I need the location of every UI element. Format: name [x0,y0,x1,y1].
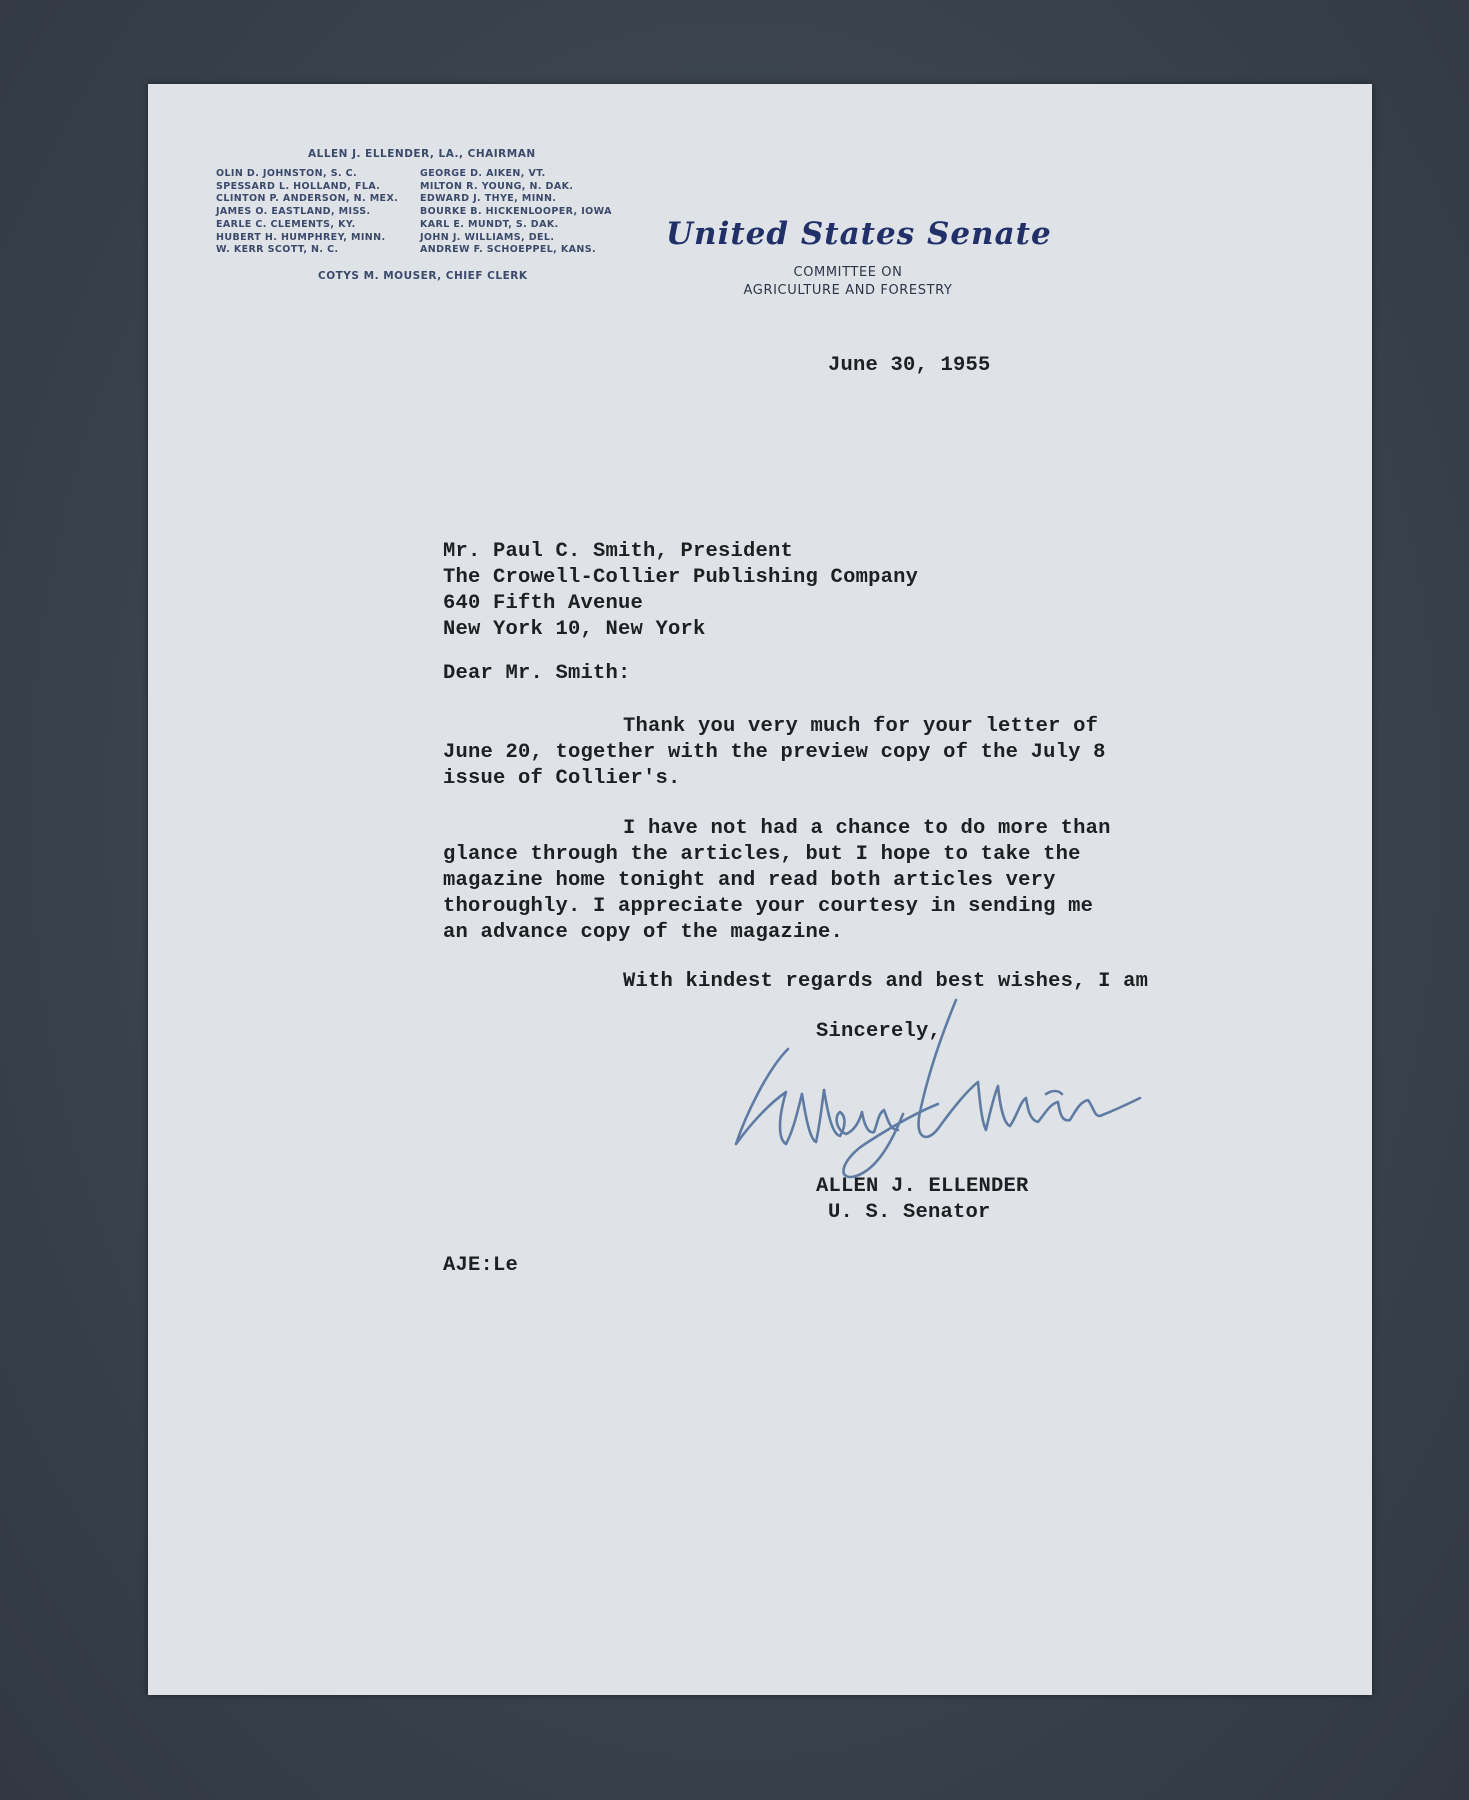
signature-block [816,1174,1029,1226]
member-name: GEORGE D. AIKEN, VT. [420,168,546,179]
letterhead-chairman: ALLEN J. ELLENDER, LA., CHAIRMAN [308,148,536,160]
member-name: SPESSARD L. HOLLAND, FLA. [216,180,381,192]
paragraph-line: an advance copy of the magazine. [443,921,844,944]
member-name: JOHN J. WILLIAMS, DEL. [420,231,555,243]
salutation: Dear Mr. Smith: [443,662,631,685]
member-name: OLIN D. JOHNSTON, S. C. [216,168,358,179]
paragraph-line: issue of Collier's. [443,767,681,790]
letterhead-chief-clerk: COTYS M. MOUSER, CHIEF CLERK [318,270,528,282]
committee-line: AGRICULTURE AND FORESTRY [743,283,953,298]
paragraph-line: magazine home tonight and read both articles very [443,869,1056,892]
member-name: BOURKE B. HICKENLOOPER, IOWA [420,206,612,218]
member-name: EARLE C. CLEMENTS, KY. [216,218,356,230]
handwritten-signature [728,994,1168,1184]
recipient-address [443,539,918,643]
address-line: Mr. Paul C. Smith, President [443,540,794,563]
paragraph-line: glance through the articles, but I hope to take the [443,843,1081,866]
paragraph-1 [443,714,1106,792]
committee-line: COMMITTEE ON [793,265,903,280]
member-name: MILTON R. YOUNG, N. DAK. [420,180,574,192]
member-name: KARL E. MUNDT, S. DAK. [420,218,559,230]
member-name: CLINTON P. ANDERSON, N. MEX. [216,193,399,205]
paragraph-line: I have not had a chance to do more than [623,817,1111,840]
complimentary-close: Sincerely, [816,1020,942,1043]
member-name: ANDREW F. SCHOEPPEL, KANS. [420,244,597,256]
member-name: W. KERR SCOTT, N. C. [216,244,339,256]
committee-heading [688,264,1008,300]
paragraph-line: June 20, together with the preview copy of the July 8 [443,741,1106,764]
reference-initials: AJE:Le [443,1254,519,1277]
paragraph-line: Thank you very much for your letter of [623,715,1099,738]
signer-title: U. S. Senator [828,1201,991,1224]
closing-line: With kindest regards and best wishes, I am [623,970,1149,993]
member-name: EDWARD J. THYE, MINN. [420,193,557,205]
signer-name: ALLEN J. ELLENDER [816,1175,1029,1198]
letterhead-members-right [420,168,612,257]
address-line: The Crowell-Collier Publishing Company [443,566,919,589]
member-name: JAMES O. EASTLAND, MISS. [216,206,371,218]
paragraph-2 [443,816,1111,946]
letter-date: June 30, 1955 [828,354,991,377]
senate-heading: United States Senate [666,216,1052,252]
letter-page [148,84,1372,1695]
address-line: 640 Fifth Avenue [443,592,644,615]
paragraph-line: thoroughly. I appreciate your courtesy in sending me [443,895,1094,918]
letterhead-members-left [216,168,398,257]
member-name: HUBERT H. HUMPHREY, MINN. [216,231,386,243]
address-line: New York 10, New York [443,618,706,641]
